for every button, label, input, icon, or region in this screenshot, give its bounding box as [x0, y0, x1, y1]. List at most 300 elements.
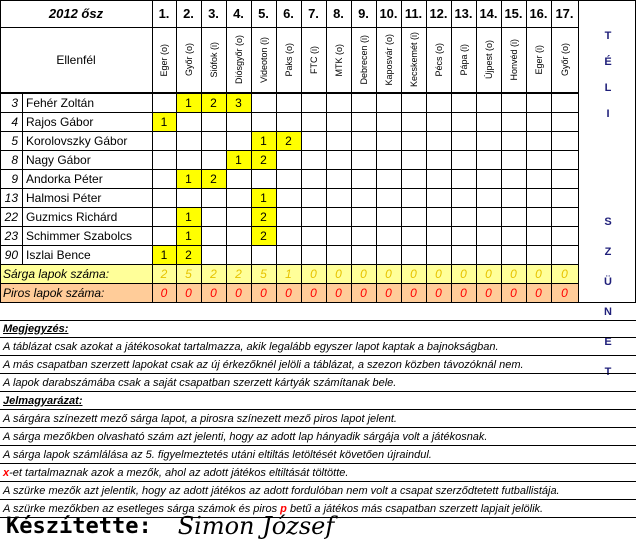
card-cell [176, 188, 201, 207]
card-cell [176, 150, 201, 169]
card-cell [351, 188, 376, 207]
round-team-cell [201, 27, 226, 93]
card-cell [301, 169, 326, 188]
red-total: 0 [385, 285, 392, 300]
red-total: 0 [335, 285, 342, 300]
player-name: Andorka Péter [26, 171, 103, 186]
yellow-total: 2 [235, 266, 242, 281]
author-row [0, 510, 636, 542]
card-cell: 1 [226, 150, 251, 169]
card-cell [376, 169, 401, 188]
card-cell [401, 245, 426, 264]
round-team: Kecskemét (i) [408, 32, 419, 88]
card-cell [526, 131, 551, 150]
round-number: 7. [308, 6, 319, 21]
card-cell [276, 93, 301, 112]
round-number: 6. [283, 6, 294, 21]
card-cell: 2 [276, 131, 301, 150]
card-cell [351, 150, 376, 169]
round-team: Győr (o) [559, 43, 570, 77]
card-cell [176, 131, 201, 150]
round-number: 9. [358, 6, 369, 21]
p-mark: p [280, 502, 287, 515]
legend-title: Jelmagyarázat: [3, 394, 83, 407]
card-cell [526, 226, 551, 245]
card-cell [551, 245, 578, 264]
card-cell [501, 112, 526, 131]
card-cell [451, 188, 476, 207]
round-number: 17. [555, 6, 574, 21]
round-team-cell [451, 27, 476, 93]
card-cell [301, 245, 326, 264]
red-total-label: Piros lapok száma: [3, 285, 105, 300]
round-number: 8. [333, 6, 344, 21]
player-number: 8 [11, 152, 18, 167]
round-team-cell [326, 27, 351, 93]
round-number: 12. [429, 6, 448, 21]
card-cell [376, 245, 401, 264]
card-cell [326, 93, 351, 112]
red-total: 0 [210, 285, 217, 300]
card-cell [152, 188, 176, 207]
card-cell [326, 245, 351, 264]
card-cell [501, 93, 526, 112]
legend-text: -et tartalmaznak azok a mezők, ahol az adott játékos eltiltását töltötte. [9, 466, 349, 479]
card-cell [476, 131, 501, 150]
card-cell [426, 112, 451, 131]
card-cell [551, 131, 578, 150]
legend-text: A sárgára színezett mező sárga lapot, a pirosra színezett mező piros lapot jelent. [3, 412, 397, 425]
round-team: Győr (o) [183, 43, 194, 77]
red-total: 0 [185, 285, 192, 300]
round-team: Videoton (i) [258, 37, 269, 83]
card-cell [426, 226, 451, 245]
card-cell [526, 207, 551, 226]
red-total: 0 [510, 285, 517, 300]
yellow-total: 0 [335, 266, 342, 281]
card-cell: 1 [176, 207, 201, 226]
card-cell [326, 112, 351, 131]
card-cell [476, 207, 501, 226]
card-cell [351, 93, 376, 112]
card-cell [451, 131, 476, 150]
card-cell [526, 169, 551, 188]
round-team: Pécs (o) [433, 43, 444, 77]
red-total: 0 [260, 285, 267, 300]
remark-text: A más csapatban szerzett lapokat csak az új érkezőknél jelöli a táblázat, a szezon közben távozóknál nem. [3, 358, 524, 371]
card-cell [201, 207, 226, 226]
yellow-total: 0 [360, 266, 367, 281]
card-cell [226, 188, 251, 207]
legend-text: betű a játékos más csapatban szerzett lapjait jelölik. [289, 502, 544, 515]
card-cell [451, 245, 476, 264]
round-number: 2. [183, 6, 194, 21]
card-cell: 1 [251, 131, 276, 150]
round-number: 13. [454, 6, 473, 21]
card-cell [152, 169, 176, 188]
card-cell [401, 169, 426, 188]
card-cell [226, 169, 251, 188]
card-cell [276, 245, 301, 264]
card-cell [501, 150, 526, 169]
round-team: Pápa (i) [458, 44, 469, 76]
round-team: Siófok (i) [208, 42, 219, 78]
red-total: 0 [235, 285, 242, 300]
round-team-cell [152, 27, 176, 93]
legend-row [0, 428, 636, 446]
player-number: 5 [11, 133, 18, 148]
round-team-cell [251, 27, 276, 93]
card-cell [276, 226, 301, 245]
player-number: 13 [4, 190, 18, 205]
yellow-total: 5 [185, 266, 192, 281]
card-cell [426, 245, 451, 264]
round-team: Újpest (o) [483, 40, 494, 80]
card-cell [326, 150, 351, 169]
card-cell [526, 112, 551, 131]
legend-text: A szürke mezőkben az esetleges sárga számok és piros [3, 502, 278, 515]
card-cell [226, 112, 251, 131]
remark-title: Megjegyzés: [3, 323, 69, 335]
player-name: Guzmics Richárd [26, 209, 118, 224]
round-team: Diósgyőr (o) [233, 35, 244, 85]
red-total: 0 [285, 285, 292, 300]
red-total: 0 [160, 285, 168, 300]
card-cell: 3 [226, 93, 251, 112]
card-cell [201, 226, 226, 245]
card-cell [401, 207, 426, 226]
remark-text: A táblázat csak azokat a játékosokat tartalmazza, akik legalább egyszer lapot kaptak a bajnokságban. [3, 340, 499, 353]
round-team-cell [426, 27, 451, 93]
player-name: Nagy Gábor [26, 152, 91, 167]
legend-title-row [0, 392, 636, 410]
yellow-total: 0 [485, 266, 492, 281]
card-cell [451, 150, 476, 169]
card-cell [551, 93, 578, 112]
card-cell [301, 112, 326, 131]
card-cell [251, 245, 276, 264]
card-cell: 2 [251, 207, 276, 226]
card-cell [501, 226, 526, 245]
card-cell [276, 150, 301, 169]
round-team: Paks (o) [283, 43, 294, 77]
card-cell [376, 131, 401, 150]
yellow-total: 0 [410, 266, 417, 281]
card-cell [152, 131, 176, 150]
card-cell: 2 [176, 245, 201, 264]
card-cell [401, 188, 426, 207]
card-cell [376, 93, 401, 112]
player-number: 22 [4, 209, 18, 224]
card-cell [301, 150, 326, 169]
card-cell [276, 207, 301, 226]
player-name: Rajos Gábor [26, 114, 94, 129]
author-label: Készítette: [6, 513, 152, 539]
card-cell [476, 93, 501, 112]
card-cell [476, 245, 501, 264]
card-cell [426, 188, 451, 207]
red-total: 0 [460, 285, 467, 300]
card-cell [326, 226, 351, 245]
round-number: 3. [208, 6, 219, 21]
card-cell [501, 169, 526, 188]
yellow-total: 2 [160, 266, 168, 281]
red-total: 0 [310, 285, 317, 300]
card-cell [351, 169, 376, 188]
round-team: Kaposvár (o) [383, 34, 394, 86]
card-cell [301, 93, 326, 112]
round-team: Eger (o) [159, 43, 169, 77]
round-team-cell [226, 27, 251, 93]
round-number: 4. [233, 6, 244, 21]
card-cell [201, 112, 226, 131]
round-number: 14. [479, 6, 498, 21]
card-cell [226, 226, 251, 245]
card-cell [152, 150, 176, 169]
round-team: Debrecen (i) [358, 35, 369, 85]
winter-break-letter: E [604, 336, 612, 348]
card-cell [526, 188, 551, 207]
card-cell [426, 131, 451, 150]
red-total: 0 [485, 285, 492, 300]
card-cell: 1 [152, 112, 176, 131]
card-cell: 2 [201, 169, 226, 188]
card-cell [201, 131, 226, 150]
player-name: Korolovszky Gábor [26, 133, 128, 148]
card-cell [176, 112, 201, 131]
yellow-total: 0 [385, 266, 392, 281]
card-cell [526, 245, 551, 264]
card-cell [376, 207, 401, 226]
yellow-total: 0 [310, 266, 317, 281]
remark-text: A lapok darabszámába csak a saját csapatban szerzett kártyák számítanak bele. [3, 376, 397, 389]
card-cell [301, 226, 326, 245]
winter-break-letter: S [604, 216, 612, 228]
card-cell [451, 226, 476, 245]
yellow-total: 0 [535, 266, 542, 281]
card-cell [476, 169, 501, 188]
player-number: 4 [11, 114, 18, 129]
card-cell [426, 150, 451, 169]
card-cell [451, 112, 476, 131]
card-cell [476, 226, 501, 245]
card-cell [152, 93, 176, 112]
remark-title-row [0, 320, 636, 338]
remark-row [0, 356, 636, 374]
round-team-cell [176, 27, 201, 93]
card-cell [551, 207, 578, 226]
round-number: 11. [404, 6, 423, 21]
player-name: Fehér Zoltán [26, 95, 95, 110]
round-team-cell [526, 27, 551, 93]
legend-text: A sárga lapok számlálása az 5. figyelmeztetés utáni eltiltás letöltését követően újraindul. [3, 448, 432, 461]
card-cell [426, 93, 451, 112]
card-cell [251, 169, 276, 188]
legend-row-x [0, 464, 636, 482]
card-cell [351, 112, 376, 131]
card-cell [551, 150, 578, 169]
card-cell [152, 207, 176, 226]
card-cell [501, 131, 526, 150]
card-cell [351, 245, 376, 264]
card-cell [351, 226, 376, 245]
card-cell [526, 150, 551, 169]
round-number: 10. [379, 6, 398, 21]
card-cell [152, 226, 176, 245]
red-total: 0 [561, 285, 568, 300]
winter-break-letter [606, 186, 609, 198]
round-number: 16. [529, 6, 548, 21]
round-team-cell [351, 27, 376, 93]
author-name: Simon József [177, 512, 335, 540]
round-number: 15. [504, 6, 523, 21]
winter-break-letter: N [604, 306, 612, 318]
winter-break-label [584, 30, 632, 378]
card-cell [276, 112, 301, 131]
card-cell [326, 188, 351, 207]
card-cell [326, 169, 351, 188]
card-cell [476, 188, 501, 207]
notes-section [0, 320, 636, 515]
card-cell [401, 131, 426, 150]
card-cell [376, 188, 401, 207]
round-number: 5. [258, 6, 269, 21]
card-cell [226, 245, 251, 264]
card-cell [351, 207, 376, 226]
round-team-cell [501, 27, 526, 93]
card-cell [451, 93, 476, 112]
winter-break-letter: Ü [604, 276, 612, 288]
card-cell [376, 150, 401, 169]
winter-break-letter: L [604, 82, 612, 94]
round-team-cell [301, 27, 326, 93]
card-cell [326, 131, 351, 150]
winter-break-letter: T [604, 366, 612, 378]
card-cell [301, 131, 326, 150]
card-cell [401, 93, 426, 112]
red-total: 0 [435, 285, 442, 300]
card-cell [276, 188, 301, 207]
card-cell [551, 188, 578, 207]
round-team: Eger (i) [533, 45, 544, 75]
legend-row [0, 446, 636, 464]
card-cell: 2 [251, 150, 276, 169]
card-cell [251, 93, 276, 112]
card-cell: 2 [201, 93, 226, 112]
card-cell: 1 [251, 188, 276, 207]
card-cell: 1 [152, 245, 176, 264]
round-team-cell [551, 27, 578, 93]
card-cell [301, 188, 326, 207]
yellow-total: 5 [260, 266, 267, 281]
red-total: 0 [360, 285, 367, 300]
red-total: 0 [410, 285, 417, 300]
card-cell [426, 169, 451, 188]
yellow-total: 0 [510, 266, 517, 281]
player-name: Schimmer Szabolcs [26, 228, 133, 243]
card-cell [326, 207, 351, 226]
card-cell [401, 150, 426, 169]
card-cell [551, 112, 578, 131]
player-number: 3 [11, 95, 18, 110]
card-cell [226, 131, 251, 150]
player-number: 90 [4, 247, 18, 262]
card-cell [351, 131, 376, 150]
round-team-cell [401, 27, 426, 93]
yellow-total-label: Sárga lapok száma: [3, 266, 110, 281]
legend-text: A szürke mezők azt jelentik, hogy az adott játékos az adott fordulóban nem volt a csapat szerződtetett futballistája. [3, 484, 560, 497]
card-cell [551, 169, 578, 188]
x-mark: x [3, 466, 10, 479]
card-cell [201, 150, 226, 169]
card-cell: 1 [176, 226, 201, 245]
legend-text: A sárga mezőkben olvasható szám azt jelenti, hogy az adott lap hányadik sárgája volt a játékosnak. [3, 430, 488, 443]
round-team: MTK (o) [333, 43, 344, 77]
card-cell [201, 245, 226, 264]
round-team: Honvéd (i) [508, 39, 519, 81]
card-cell [376, 226, 401, 245]
card-cell [451, 207, 476, 226]
card-cell: 1 [176, 169, 201, 188]
round-team-cell [276, 27, 301, 93]
card-cell [526, 93, 551, 112]
yellow-total: 2 [210, 266, 217, 281]
player-name: Halmosi Péter [26, 190, 102, 205]
yellow-total: 0 [435, 266, 442, 281]
winter-break-letter: É [604, 56, 612, 68]
card-cell [426, 207, 451, 226]
yellow-total: 0 [460, 266, 467, 281]
round-number: 1. [158, 6, 170, 21]
season-title: 2012 ősz [48, 6, 104, 21]
legend-row [0, 410, 636, 428]
card-cell [276, 169, 301, 188]
card-cell [476, 150, 501, 169]
card-cell [451, 169, 476, 188]
card-cell [501, 207, 526, 226]
round-team-cell [476, 27, 501, 93]
round-team-cell [376, 27, 401, 93]
yellow-total: 0 [561, 266, 568, 281]
player-number: 9 [11, 171, 18, 186]
card-cell [251, 112, 276, 131]
card-cell [401, 226, 426, 245]
card-cell [376, 112, 401, 131]
legend-row-grey [0, 482, 636, 500]
card-cell [501, 245, 526, 264]
winter-break-letter: T [604, 30, 612, 42]
opponent-header: Ellenfél [56, 53, 96, 67]
yellow-total: 1 [285, 266, 292, 281]
winter-break-letter: I [606, 108, 610, 120]
card-cell [201, 188, 226, 207]
player-name: Iszlai Bence [26, 247, 91, 262]
round-team: FTC (i) [308, 46, 319, 74]
card-cell [476, 112, 501, 131]
card-cell [501, 188, 526, 207]
card-cell: 1 [176, 93, 201, 112]
card-cell [551, 226, 578, 245]
remark-row [0, 338, 636, 356]
remark-row [0, 374, 636, 392]
player-number: 23 [4, 228, 18, 243]
winter-break-letter: Z [604, 246, 612, 258]
card-cell [401, 112, 426, 131]
card-cell: 2 [251, 226, 276, 245]
red-total: 0 [535, 285, 542, 300]
card-cell [226, 207, 251, 226]
card-cell [301, 207, 326, 226]
